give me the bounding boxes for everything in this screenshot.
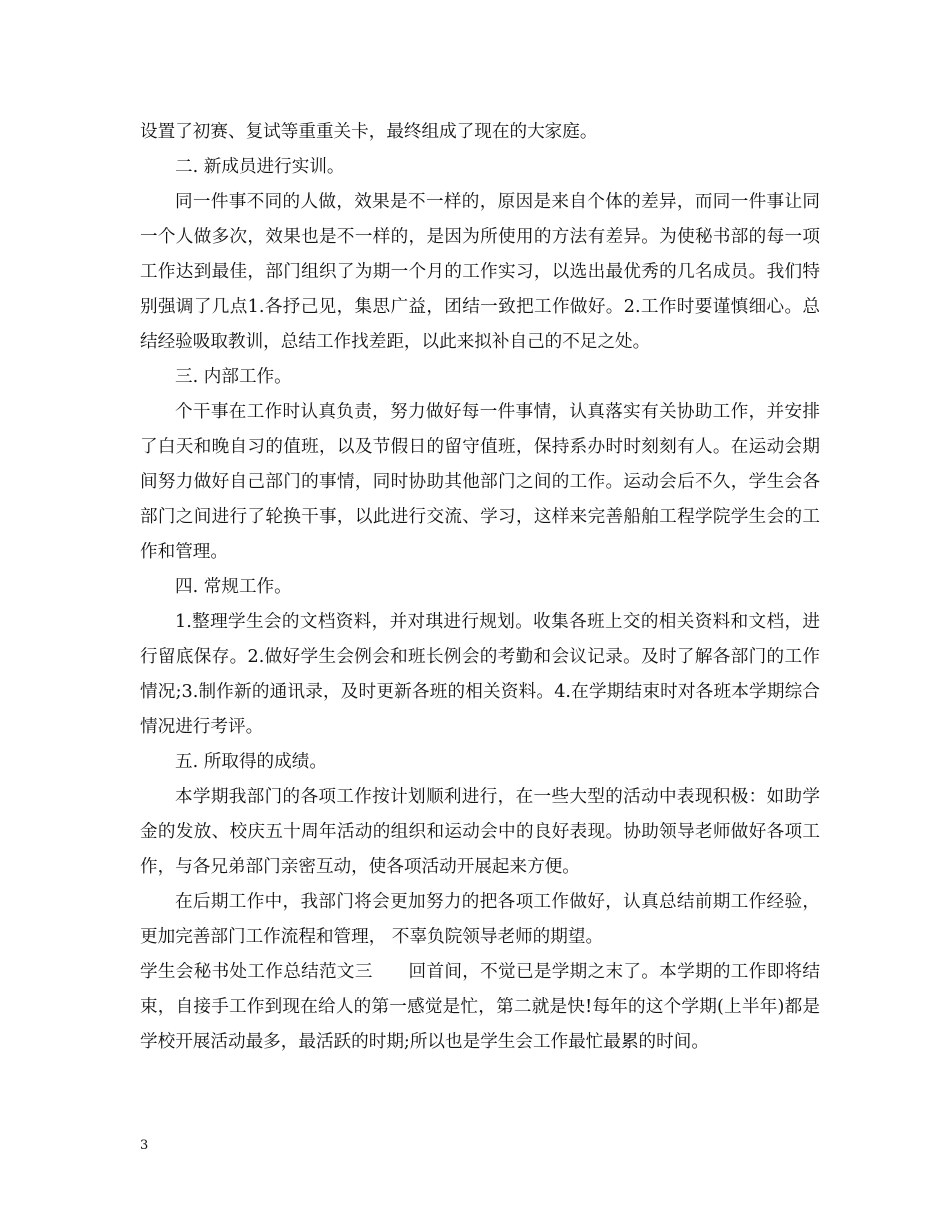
paragraph-routine-work: 1.整理学生会的文档资料，并对琪进行规划。收集各班上交的相关资料和文档，进行留底保存。2.做好学生会例会和班长例会的考勤和会议记录。及时了解各部门的工作情况;3.制作新的通讯录，及时更新各班的相关资料。4.在学期结束时对各班本学期综合情况进行考评。	[140, 612, 820, 737]
paragraph-internal-work: 个干事在工作时认真负责，努力做好每一件事情，认真落实有关协助工作，并安排了白天和晚自习的值班，以及节假日的留守值班，保持系办时时刻刻有人。在运动会期间努力做好自己部门的事情，同时协助其他部门之间的工作。运动会后不久，学生会各部门之间进行了轮换干事，以此进行交流、学习，这样来完善船舶工程学院学生会的工作和管理。	[140, 402, 820, 562]
section-heading-internal-work: 三. 内部工作。	[175, 367, 292, 387]
paragraph-achievements: 本学期我部门的各项工作按计划顺利进行，在一些大型的活动中表现积极：如助学金的发放、校庆五十周年活动的组织和运动会中的良好表现。协助领导老师做好各项工作，与各兄弟部门亲密互动，使各项活动开展起来方便。	[140, 787, 820, 877]
section-heading-routine-work: 四. 常规工作。	[175, 577, 292, 597]
paragraph-sample-three: 学生会秘书处工作总结范文三 回首间，不觉已是学期之末了。本学期的工作即将结束，自接手工作到现在给人的第一感觉是忙，第二就是快!每年的这个学期(上半年)都是学校开展活动最多，最活跃的时期;所以也是学生会工作最忙最累的时间。	[140, 962, 820, 1052]
section-heading-training: 二. 新成员进行实训。	[175, 157, 345, 177]
paragraph-intro-continued: 设置了初赛、复试等重重关卡，最终组成了现在的大家庭。	[140, 122, 598, 142]
section-heading-achievements: 五. 所取得的成绩。	[175, 752, 327, 772]
paragraph-future-work: 在后期工作中，我部门将会更加努力的把各项工作做好，认真总结前期工作经验，更加完善部门工作流程和管理， 不辜负院领导老师的期望。	[140, 892, 820, 947]
document-body	[140, 115, 820, 1060]
page-number: 3	[140, 1138, 149, 1153]
paragraph-training: 同一件事不同的人做，效果是不一样的，原因是来自个体的差异，而同一件事让同一个人做多次，效果也是不一样的，是因为所使用的方法有差异。为使秘书部的每一项工作达到最佳，部门组织了为期一个月的工作实习，以选出最优秀的几名成员。我们特别强调了几点1.各抒己见，集思广益，团结一致把工作做好。2.工作时要谨慎细心。总结经验吸取教训，总结工作找差距，以此来拟补自己的不足之处。	[140, 192, 820, 352]
